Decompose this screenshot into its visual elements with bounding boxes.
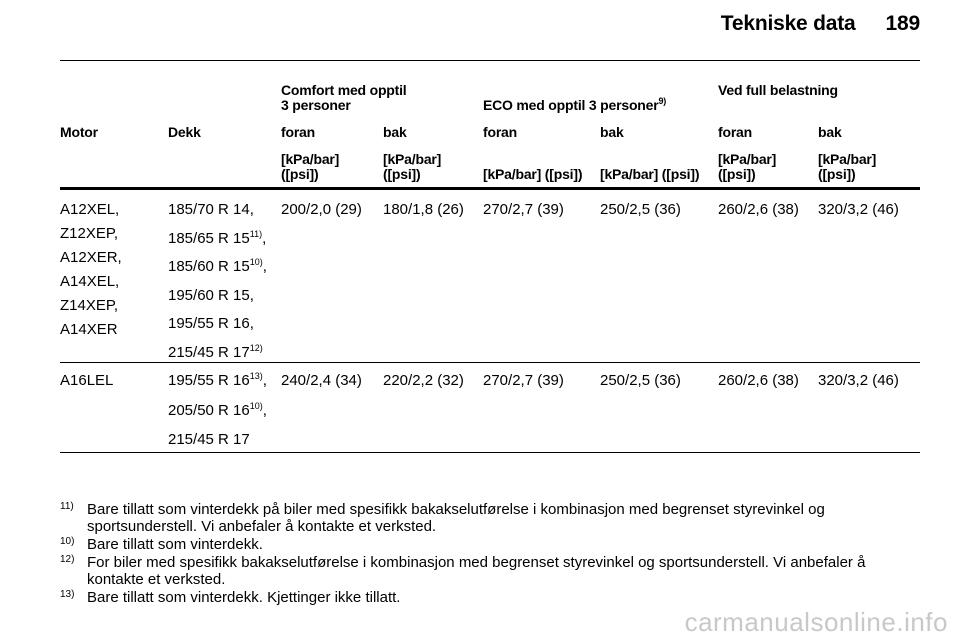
footnote (60, 554, 920, 588)
tyre-cell (168, 201, 254, 218)
col-header-comfort-rear: bak (383, 124, 407, 140)
tyre-tail: , (262, 230, 267, 247)
tyre-size: 195/55 R 16, (168, 315, 254, 332)
group-header-comfort-line1: Comfort med opptil (281, 82, 407, 98)
motor-cell: A14XEL, (60, 273, 120, 290)
tyre-tail: , (262, 258, 267, 275)
col-header-full-front: foran (718, 124, 753, 140)
row-divider (60, 362, 920, 363)
tyre-size: 215/45 R 17 (168, 431, 250, 448)
unit-full-front-b: ([psi]) (718, 166, 756, 182)
pressure-cell: 270/2,7 (39) (483, 372, 564, 389)
footnote-text: Bare tillatt som vinterdekk. Kjettinger ikke tillatt. (87, 589, 401, 606)
footnote-mark: 12) (60, 554, 75, 565)
tyre-cell (168, 372, 267, 389)
pressure-cell: 250/2,5 (36) (600, 372, 681, 389)
tyre-size: 185/60 R 15 (168, 258, 250, 275)
unit-full-rear-b: ([psi]) (818, 166, 856, 182)
pressure-cell: 260/2,6 (38) (718, 372, 799, 389)
motor-cell: A14XER (60, 321, 118, 338)
page-number: 189 (885, 12, 920, 35)
tyre-footnote-ref: 12) (249, 343, 263, 353)
page-header (721, 12, 920, 36)
tyre-cell (168, 344, 263, 361)
tyre-size: 185/70 R 14, (168, 201, 254, 218)
footnote-mark: 13) (60, 589, 75, 600)
unit-eco-front: [kPa/bar] ([psi]) (483, 166, 583, 182)
pressure-cell: 240/2,4 (34) (281, 372, 362, 389)
tyre-tail: , (262, 402, 267, 419)
group-header-eco-sup: 9) (658, 96, 667, 106)
unit-comfort-rear-b: ([psi]) (383, 166, 421, 182)
motor-cell: A12XER, (60, 249, 122, 266)
pressure-cell: 260/2,6 (38) (718, 201, 799, 218)
col-header-eco-front: foran (483, 124, 518, 140)
footnote (60, 536, 920, 553)
footnote-text: Bare tillatt som vinterdekk på biler med spesifikk bakakselutførelse i kombinasjon med begrenset styrevinkel og sportsunderstell. Vi anbefaler å kontakte et verksted. (87, 501, 825, 535)
tyre-size: 185/65 R 15 (168, 230, 250, 247)
tyre-size: 205/50 R 16 (168, 402, 250, 419)
motor-cell: Z14XEP, (60, 297, 119, 314)
unit-full-rear-a: [kPa/bar] (818, 151, 877, 167)
group-header-comfort-line2: 3 personer (281, 97, 351, 113)
header-rule (60, 187, 920, 190)
unit-comfort-front-a: [kPa/bar] (281, 151, 340, 167)
unit-full-front-a: [kPa/bar] (718, 151, 777, 167)
footnote (60, 589, 920, 606)
unit-eco-rear: [kPa/bar] ([psi]) (600, 166, 700, 182)
watermark: carmanualsonline.info (684, 607, 948, 637)
footnote-text: Bare tillatt som vinterdekk. (87, 536, 263, 553)
col-header-eco-rear: bak (600, 124, 624, 140)
tyre-footnote-ref: 11) (249, 229, 263, 239)
tyre-footnote-ref: 10) (249, 257, 263, 267)
group-header-eco-text: ECO med opptil 3 personer (483, 97, 659, 113)
col-header-motor: Motor (60, 124, 98, 140)
tyre-cell (168, 230, 266, 247)
pressure-cell: 180/1,8 (26) (383, 201, 464, 218)
motor-cell: A12XEL, (60, 201, 120, 218)
table-bottom-rule (60, 452, 920, 453)
col-header-dekk: Dekk (168, 124, 201, 140)
pressure-cell: 320/3,2 (46) (818, 372, 899, 389)
pressure-cell: 200/2,0 (29) (281, 201, 362, 218)
page-title: Tekniske data (720, 12, 856, 35)
pressure-cell: 220/2,2 (32) (383, 372, 464, 389)
tyre-footnote-ref: 13) (249, 371, 263, 381)
tyre-cell (168, 402, 267, 419)
tyre-tail: , (262, 372, 267, 389)
tyre-cell (168, 315, 254, 332)
col-header-comfort-front: foran (281, 124, 316, 140)
pressure-cell: 250/2,5 (36) (600, 201, 681, 218)
group-header-full: Ved full belastning (718, 82, 838, 98)
unit-comfort-rear-a: [kPa/bar] (383, 151, 442, 167)
footnote-mark: 10) (60, 536, 75, 547)
tyre-size: 195/55 R 16 (168, 372, 250, 389)
col-header-full-rear: bak (818, 124, 842, 140)
footnote (60, 501, 920, 535)
footnote-mark: 11) (60, 501, 74, 512)
tyre-cell (168, 287, 254, 304)
top-rule (60, 60, 920, 61)
pressure-cell: 270/2,7 (39) (483, 201, 564, 218)
tyre-cell (168, 431, 250, 448)
tyre-size: 215/45 R 17 (168, 344, 250, 361)
tyre-cell (168, 258, 267, 275)
tyre-footnote-ref: 10) (249, 401, 263, 411)
motor-cell: Z12XEP, (60, 225, 119, 242)
tyre-size: 195/60 R 15, (168, 287, 254, 304)
motor-cell: A16LEL (60, 372, 114, 389)
footnote-text: For biler med spesifikk bakakselutførelse i kombinasjon med begrenset styrevinkel og sportsunderstell. Vi anbefaler å kontakte et verksted. (87, 554, 866, 588)
group-header-eco (483, 97, 666, 113)
pressure-cell: 320/3,2 (46) (818, 201, 899, 218)
unit-comfort-front-b: ([psi]) (281, 166, 319, 182)
